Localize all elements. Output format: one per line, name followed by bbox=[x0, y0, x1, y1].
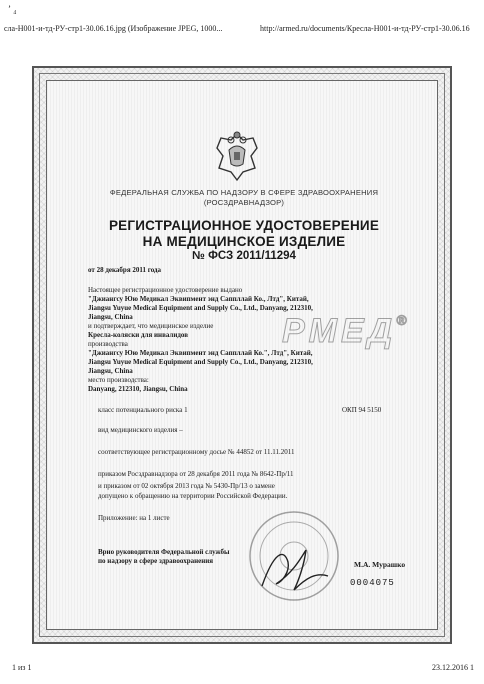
coat-of-arms-icon bbox=[209, 128, 265, 184]
manufacturer-label: производства bbox=[88, 340, 128, 348]
issued-label: Настоящее регистрационное удостоверение выдано bbox=[88, 286, 243, 294]
signatory-name: М.А. Мурашко bbox=[354, 560, 406, 569]
manufacturer-line-1: "Джиангсу Юю Медикал Эквипмент энд Саппллай Ко.", Лтд", Китай, bbox=[88, 349, 313, 357]
serial-number: 0004075 bbox=[350, 578, 395, 588]
signatory-position-2: по надзору в сфере здравоохранения bbox=[98, 557, 214, 565]
applicant-line-3: Jiangsu, China bbox=[88, 313, 133, 321]
agency-name: ФЕДЕРАЛЬНАЯ СЛУЖБА ПО НАДЗОРУ В СФЕРЕ ЗДРАВООХРАНЕНИЯ bbox=[109, 188, 379, 197]
document-file-title: сла-Н001-и-тд-РУ-стр1-30.06.16.jpg (Изображение JPEG, 1000... bbox=[4, 24, 223, 33]
confirms-label: и подтверждает, что медицинское изделие bbox=[88, 322, 214, 330]
print-date: 23.12.2016 1 bbox=[432, 663, 474, 672]
manufacturer-line-3: Jiangsu, China bbox=[88, 367, 133, 375]
scan-marks: ʼ ₄ bbox=[8, 4, 17, 14]
agency-abbrev: (РОСЗДРАВНАДЗОР) bbox=[203, 198, 285, 207]
appendix-note: Приложение: на 1 листе bbox=[98, 514, 170, 522]
watermark-registered-mark: ® bbox=[396, 312, 411, 328]
device-kind: вид медицинского изделия – bbox=[98, 426, 183, 434]
browser-print-footer bbox=[0, 660, 484, 680]
dossier-reference: соответствующее регистрационному досье № 44852 от 11.11.2011 bbox=[98, 448, 295, 456]
watermark-text: РМЕД bbox=[282, 312, 397, 350]
production-place: Danyang, 212310, Jiangsu, China bbox=[88, 385, 188, 393]
order-reference-1: приказом Росздравнадзора от 28 декабря 2011 года № 8642-Пр/11 bbox=[98, 470, 294, 478]
page-count: 1 из 1 bbox=[12, 663, 32, 672]
applicant-line-2: Jiangsu Yuyue Medical Equipment and Supply Co., Ltd., Danyang, 212310, bbox=[88, 304, 313, 312]
signatory-position-1: Врио руководителя Федеральной службы bbox=[98, 548, 230, 556]
certificate-number: № ФСЗ 2011/11294 bbox=[192, 250, 296, 262]
certificate-subtitle: НА МЕДИЦИНСКОЕ ИЗДЕЛИЕ bbox=[142, 234, 346, 249]
order-reference-2: и приказом от 02 октября 2013 года № 5430-Пр/13 о замене bbox=[98, 482, 275, 490]
signature-icon bbox=[254, 542, 334, 598]
certificate-title: РЕГИСТРАЦИОННОЕ УДОСТОВЕРЕНИЕ bbox=[108, 218, 380, 233]
applicant-line-1: "Джиангсу Юю Медикал Эквипмент энд Саппллай Ко., Лтд", Китай, bbox=[88, 295, 309, 303]
certificate-date: от 28 декабря 2011 года bbox=[88, 266, 162, 274]
manufacturer-line-2: Jiangsu Yuyue Medical Equipment and Supply Co., Ltd., Danyang, 212310, bbox=[88, 358, 313, 366]
product-name: Кресла-коляски для инвалидов bbox=[88, 331, 189, 339]
production-place-label: место производства: bbox=[88, 376, 149, 384]
document-url: http://armed.ru/documents/Кресла-Н001-и-тд-РУ-стр1-30.06.16 bbox=[260, 24, 470, 33]
permission-statement: допущено к обращению на территории Российской Федерации. bbox=[98, 492, 288, 500]
risk-class: класс потенциального риска 1 bbox=[98, 406, 188, 414]
certificate-sheet bbox=[32, 66, 452, 644]
watermark bbox=[282, 312, 411, 351]
okp-code: ОКП 94 5150 bbox=[342, 406, 382, 414]
browser-print-header bbox=[0, 0, 484, 40]
